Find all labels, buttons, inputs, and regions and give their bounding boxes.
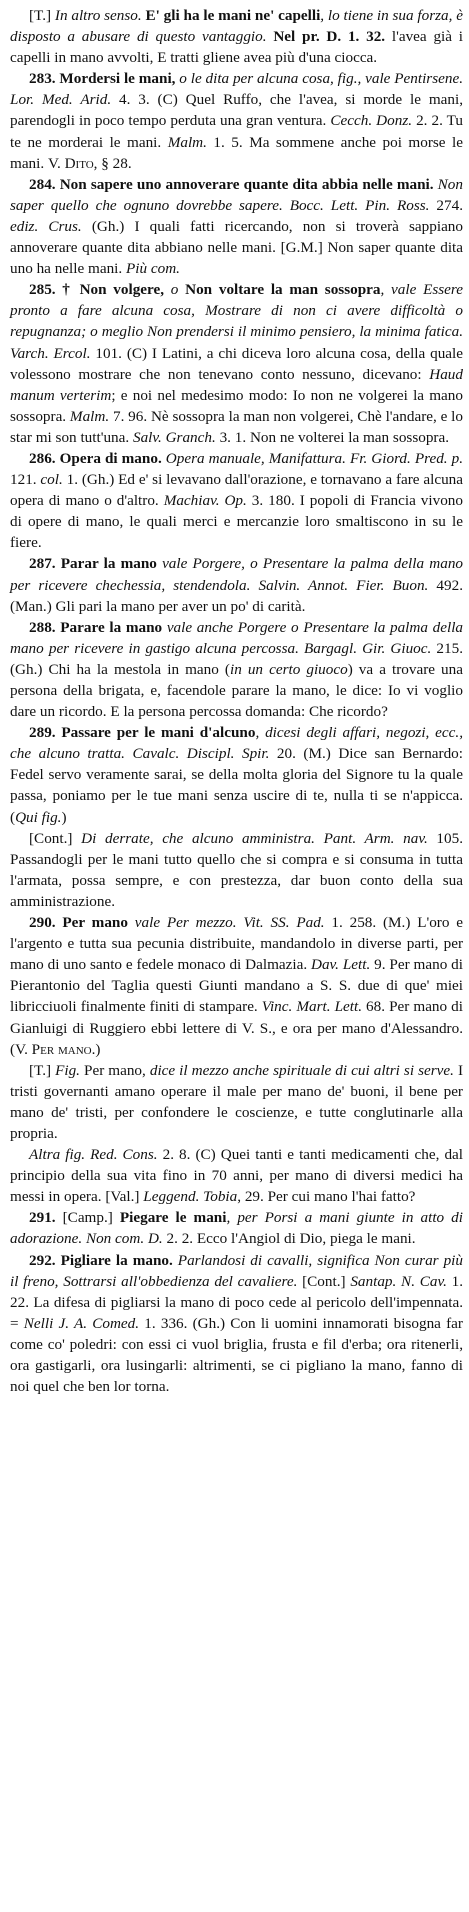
entry-text-run: 288. <box>29 618 61 636</box>
entry-text-run: Parar la mano <box>60 555 163 573</box>
entry-text-run: , per Porsi a mani giunte in atto di adorazione. Non com. D. <box>10 1209 463 1248</box>
entry-text-run: , vale Essere pronto a fare alcuna cosa, Mostrare di non ci avere difficoltà o repugnanza; o meglio Non prendersi il minimo pensiero, la minima fatica. Varch. Ercol. <box>10 281 463 362</box>
entry-text-run: Mordersi le mani, <box>59 70 180 88</box>
dictionary-entry <box>10 174 463 279</box>
dictionary-entry <box>10 912 463 1060</box>
entry-text-run: ) va a trovare una persona della brigata, e, facendole parare la mano, le dice: Io vi voglio dare un ricordo. E la persona percossa domanda: Che ricordo? <box>10 660 463 721</box>
entry-text-run: In altro senso. <box>54 7 146 24</box>
entry-text-run: l'avea già i capelli in mano avvolti, E tratti gliene avea più d'una ciocca. <box>10 28 464 67</box>
entry-text-run: vale Per mezzo. Vit. SS. Pad. <box>134 914 325 932</box>
entry-text-run: 292. <box>29 1251 61 1269</box>
entry-text-run: Parare la mano <box>60 618 167 636</box>
entry-text-run: 9. Per mano di Pierantonio del Taglia questi Giunti mandano a S. S. due di que' miei libricciuoli finalmente finiti di stampare. <box>10 956 463 1016</box>
entry-text-run: , § 28. <box>93 154 132 172</box>
entry-text-run: Nelli J. A. Comed. <box>23 1314 140 1332</box>
entry-text-run: ) <box>61 808 67 826</box>
entry-text-run: Qui fig. <box>15 808 62 826</box>
dictionary-entry <box>10 279 463 448</box>
entry-text-run: V. Dito <box>47 154 94 172</box>
entry-text-run: 20. (M.) Dice san Bernardo: Fedel servo veramente sarai, se della molta gloria del Signore tu la quale passa, poniamo per le tue mani senza uscire di te, nulla ti se n'appicca. ( <box>10 745 463 826</box>
entry-text-run: Per mano, <box>79 1061 150 1079</box>
entry-text-run: Più com. <box>125 260 180 278</box>
entry-text-run: Machiav. Op. <box>163 492 247 510</box>
dictionary-entry <box>10 448 463 553</box>
entry-text-run: Opera di mano. <box>59 449 166 467</box>
entry-text-run: Non saper quello che ognuno dovrebbe sapere. Bocc. Lett. Pin. Ross. <box>10 175 463 214</box>
entry-text-run: 285. † <box>29 281 80 299</box>
entry-text-run: Cecch. Donz. <box>330 112 413 130</box>
entry-text-run: 492. (Man.) Gli pari la mano per aver un po' di carità. <box>10 576 464 615</box>
entry-text-run: ; e noi nel medesimo modo: Io non ne volgerei la mano sossopra. <box>10 386 463 425</box>
entry-text-run: [Cont.] <box>297 1272 351 1290</box>
entry-text-run: I tristi governanti amano operare il male per mano de' buoni, il bene per mano de' tristi, per confondere le coscienze, e tutte conglutinarle alla propria. <box>10 1061 464 1142</box>
dictionary-entry <box>10 553 463 616</box>
entry-text-run: dice il mezzo anche spirituale di cui altri si serve. <box>149 1061 454 1079</box>
entry-text-run: Malm. <box>69 407 110 425</box>
entry-text-run: Fig. <box>55 1061 80 1079</box>
entry-text-run: 1. 22. La difesa di pigliarsi la mano di poco cede al pericolo dell'impennata. = <box>10 1272 464 1332</box>
entry-text-run: Per mano <box>62 914 135 932</box>
entry-text-run: Non voltare la man sossopra <box>185 281 381 299</box>
entry-text-run: 2. 2. Ecco l'Angiol di Dio, piega le mani. <box>162 1230 416 1248</box>
dictionary-entry <box>10 1207 463 1249</box>
entry-text-run: 215. (Gh.) Chi ha la mestola in mano ( <box>10 639 464 678</box>
entry-text-run: Haud manum verterim <box>10 365 463 404</box>
dictionary-entry <box>10 722 463 827</box>
entry-text-run: 105. Passandogli per le mani tutto quello che si compra e si consuma in tutta l'armata, possa sempre, e con prestezza, dar buon conto della sua amministrazione. <box>10 829 464 910</box>
entry-text-run: 1. (Gh.) Ed e' si levavano dall'orazione, e tornavano a fare alcuna opera di mano o d'altro. <box>10 471 464 510</box>
entry-text-run: 286. <box>29 449 60 467</box>
entry-text-run: 1. 5. Ma sommene anche poi morse le mani. <box>10 133 463 172</box>
entry-text-run: in un certo giuoco <box>229 660 348 678</box>
entry-text-run: [T.] <box>29 1061 56 1079</box>
entry-text-run: Non sapere uno annoverare quante dita abbia nelle mani. <box>59 175 434 193</box>
entry-text-run: 3. 1. Non ne volterei la man sossopra. <box>215 428 450 446</box>
entry-text-run: 121. <box>10 471 41 489</box>
entry-text-run: , lo tiene in sua forza, è disposto a abusare di questo vantaggio. <box>10 7 463 46</box>
dictionary-entry <box>10 1144 463 1207</box>
dictionary-entry <box>10 1250 463 1398</box>
dictionary-entry <box>10 1060 463 1144</box>
dictionary-entry <box>10 5 463 68</box>
entry-text-run: , dicesi degli affari, negozi, ecc., che alcuno tratta. Cavalc. Discipl. Spir. <box>10 724 463 763</box>
entry-text-run: 290. <box>29 914 63 932</box>
entry-text-run: ediz. Crus. <box>10 217 82 235</box>
entry-text-run: 3. 180. I popoli di Francia vivono di opere di mano, le quali merci e mercanzie loro smaltiscono in su le fiere. <box>10 492 463 552</box>
entry-text-run: 289. <box>29 724 62 742</box>
entry-text-run: Nel pr. D. 1. 32. <box>273 28 386 46</box>
entry-text-run: Vinc. Mart. Lett. <box>261 998 362 1016</box>
entry-text-run: [Cont.] <box>29 829 82 847</box>
dictionary-entry <box>10 617 463 722</box>
entry-text-run: .) <box>91 1040 101 1058</box>
entry-text-run: Parlandosi di cavalli, significa Non curar più il freno, Sottrarsi all'obbedienza del cavaliere. <box>10 1251 463 1290</box>
entry-text-run: Salv. Granch. <box>132 428 216 446</box>
entry-text-run: 2. 2. Tu te ne morderai le mani. <box>10 112 463 151</box>
entry-text-run: E' gli ha le mani ne' capelli <box>145 7 321 24</box>
entry-text-run: 287. <box>29 555 61 573</box>
entry-text-run: 68. Per mano di Gianluigi di Ruggiero ebbi lettere di V. S., e ora per mano d'Alessandro. ( <box>10 998 463 1058</box>
dictionary-entry <box>10 828 463 912</box>
entry-text-run: 2. 8. (C) Quei tanti e tanti medicamenti che, dal principio della sua vita fino in 70 anni, per mano di diversi medici ha messi in opera. [Val.] <box>10 1146 464 1206</box>
entry-text-run: 291. <box>29 1209 63 1227</box>
entry-text-run: Dav. Lett. <box>311 956 371 974</box>
entry-text-run: Altra fig. Red. Cons. <box>29 1146 158 1164</box>
entry-text-run: vale anche Porgere o Presentare la palma della mano per ricevere in gastigo alcuna percossa. Bargagl. Gir. Giuoc. <box>10 618 464 657</box>
entry-text-run: 274. <box>429 196 464 214</box>
entry-text-run: 284. <box>29 175 60 193</box>
entry-text-run: o le dita per alcuna cosa, fig., vale Pentirsene. Lor. Med. Arid. <box>10 70 463 109</box>
entry-text-run: vale Porgere, o Presentare la palma della mano per ricevere chechessia, stendendola. Salvin. Annot. Fier. Buon. <box>10 555 464 594</box>
entry-text-run: [T.] <box>29 7 55 24</box>
entry-text-run: Opera manuale, Manifattura. Fr. Giord. Pred. p. <box>165 449 464 467</box>
entry-text-run: Passare per le mani d'alcuno <box>61 724 256 742</box>
entry-text-run: o <box>170 281 186 299</box>
entry-text-run: (Gh.) I quali fatti ricercando, non si troverà sappiano annoverare quante dita abbiano nelle mani. [G.M.] Non saper quante dita uno ha nelle mani. <box>10 217 463 278</box>
entry-text-run: 1. 336. (Gh.) Con li uomini innamorati bisogna far come co' poledri: con essi ci vuol briglia, frusta e fil d'erba; ora ritenerli, ora gastigarli, ora lusingarli: altrimenti, se ci pigliano la mano, fanno di noi quel che ben lor torna. <box>10 1314 463 1396</box>
entry-text-run: Non volgere, <box>79 281 171 299</box>
entry-text-run: Pigliare la mano. <box>60 1251 178 1269</box>
entry-text-run: Malm. <box>167 133 207 151</box>
entry-text-run: 283. <box>29 70 60 88</box>
entry-text-run: V. Per mano <box>15 1040 92 1058</box>
entry-text-run: Santap. N. Cav. <box>350 1272 447 1290</box>
entry-text-run: col. <box>40 471 63 489</box>
entry-text-run: 7. 96. Nè sossopra la man non volgerei, Chè l'andare, e lo star mi son tutt'una. <box>10 407 463 446</box>
entry-text-run: Di derrate, che alcuno amministra. Pant. Arm. nav. <box>81 829 428 847</box>
entry-text-run: 101. (C) I Latini, a chi diceva loro alcuna cosa, della quale volessono mostrare che non tenevano conto nessuno, dicevano: <box>10 344 464 383</box>
entry-text-run: 4. 3. (C) Quel Ruffo, che l'avea, si morde le mani, parendogli in poco tempo perduta una gran ventura. <box>10 91 464 130</box>
entry-text-run: Piegare le mani <box>119 1209 227 1227</box>
entry-text-run: Leggend. Tobia <box>143 1188 238 1206</box>
entry-text-run: 1. 258. (M.) L'oro e l'argento e tutta sua pecunia distribuite, mandandolo in diverse parti, per mano di uno santo e fedele monaco di Dalmazia. <box>10 914 464 974</box>
dictionary-entry <box>10 68 463 173</box>
entry-text-run: [Camp.] <box>62 1209 120 1227</box>
entry-text-run: , 29. Per cui mano l'hai fatto? <box>237 1188 416 1206</box>
